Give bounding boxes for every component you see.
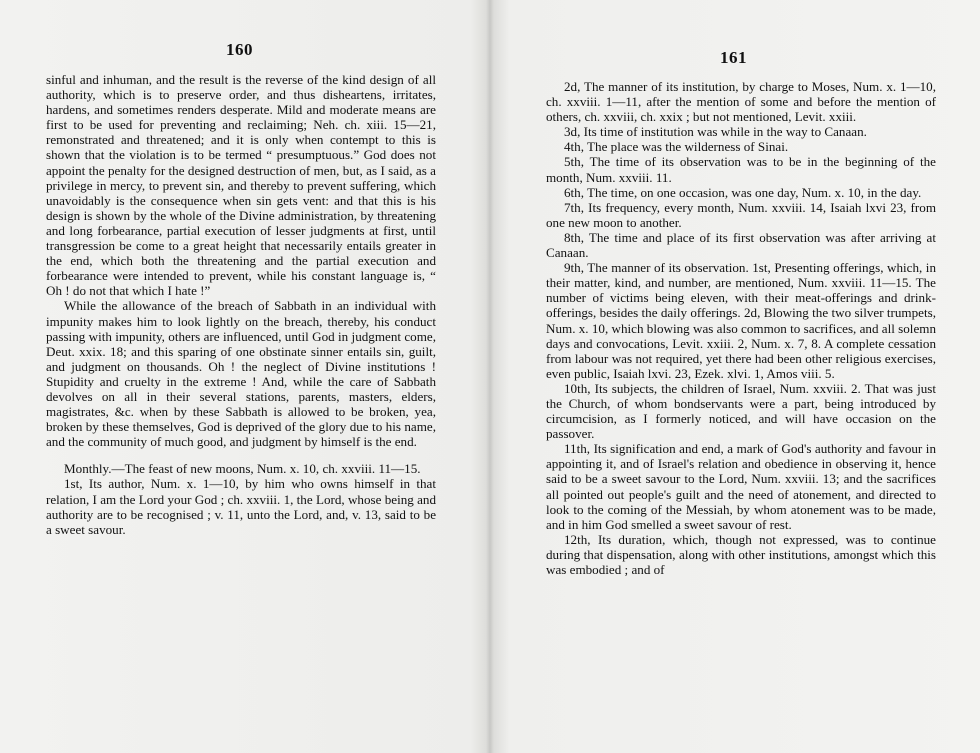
paragraph: 11th, Its signification and end, a mark of God's authority and favour in appointing it, and of Israel's relation and obedience in observing it, hence said to be a sweet savour to the Lord, Num. xxviii. 13; and the sacrifices all pointed out people's guilt and the need of atonement, and directed to look to the coming of the Messiah, by whom atonement was to be made, and in him God smelled a sweet savour of rest. (546, 441, 936, 532)
right-page-text (546, 79, 936, 577)
paragraph: 10th, Its subjects, the children of Israel, Num. xxviii. 2. That was just the Church, of whom bondservants were a part, being introduced by circumcision, as I formerly noticed, and will have occasion on the passover. (546, 380, 936, 442)
paragraph: 7th, Its frequency, every month, Num. xxviii. 14, Isaiah lxvi 23, from one new moon to another. (546, 199, 936, 230)
paragraph: 9th, The manner of its observation. 1st, Presenting offerings, which, in their matter, kind, and number, are mentioned, Num. xxviii. 11—15. The number of victims being eleven, with their meat-offerings and drink-offerings, besides the daily offerings. 2d, Blowing the two silver trumpets, Num. x. 10, which blowing was also common to sacrifices, and all solemn days and convocations, Levit. xxiii. 2, Num. x. 7, 8. A complete cessation from labour was not required, yet there had been other religious exercises, even public, Isaiah lxvi. 23, Ezek. xlvi. 1, Amos viii. 5. (546, 260, 936, 381)
paragraph: 6th, The time, on one occasion, was one day, Num. x. 10, in the day. (564, 184, 922, 200)
paragraph: 2d, The manner of its institution, by charge to Moses, Num. x. 1—10, ch. xxviii. 1—11, after the mention of some and before the mention of others, ch. xxviii, ch. xxix ; but not mentioned, Levit. xxiii. (546, 79, 936, 125)
section-heading-monthly: Monthly.—The feast of new moons, Num. x. 10, ch. xxviii. 11—15. (64, 461, 421, 477)
page-number-left: 160 (226, 40, 253, 59)
paragraph: 4th, The place was the wilderness of Sinai. (564, 139, 789, 155)
paragraph: 1st, Its author, Num. x. 1—10, by him who owns himself in that relation, I am the Lord your God ; ch. xxviii. 1, the Lord, whose being and authority are to be recognised ; v. 11, unto the Lord, and, v. 13, said to be a sweet savour. (46, 476, 436, 537)
paragraph: 3d, Its time of institution was while in the way to Canaan. (564, 124, 867, 140)
paragraph: sinful and inhuman, and the result is the reverse of the kind design of all authority, which is to preserve order, and thus disheartens, irritates, hardens, and sometimes renders desperate. Mild and moderate means are first to be used for preventing and reclaiming; Neh. ch. xiii. 15—21, remonstrated and threatened; and it is only when contempt to this is shown that the violation is to be termed “ presumptuous.” God does not appoint the penalty for the designed destruction of men, but, as I said, as a privilege in mercy, to prevent sin, and thereby to prevent suffering, which unavoidably is the consequence when sin gets vent: and that this is his design is shown by the whole of the Divine administration, by threatening and long forbearance, partial execution of lesser judgments at first, until transgression be come to a great height that necessarily entails greater in the end, which both the threatening and the partial execution and forbearance were intended to prevent, while his constant language is, “ Oh ! do not that which I hate !” (46, 72, 436, 299)
book-gutter (486, 0, 494, 753)
paragraph: 8th, The time and place of its first observation was after arriving at Canaan. (546, 229, 936, 261)
paragraph: While the allowance of the breach of Sabbath in an individual with impunity makes him to look lightly on the breach, thereby, his conduct passing with impunity, others are influenced, until God in judgment come, Deut. xxix. 18; and this sparing of one obstinate sinner entails sin, guilt, and judgment on thousands. Oh ! the neglect of Divine institutions ! Stupidity and cruelty in the extreme ! And, while the care of Sabbath devolves on all in their several stations, parents, masters, elders, magistrates, &c. when by these Sabbath is allowed to be broken, yea, broken by these themselves, God is deprived of the glory due to his name, and the community of much good, and judgment by himself is the end. (46, 298, 436, 450)
left-page-text (46, 72, 436, 537)
page-number-right: 161 (720, 48, 747, 67)
paragraph: 5th, The time of its observation was to be in the beginning of the month, Num. xxviii. 11. (546, 154, 936, 185)
paragraph: 12th, Its duration, which, though not expressed, was to continue during that dispensation, along with other institutions, amongst which this was embodied ; and of (546, 531, 936, 577)
